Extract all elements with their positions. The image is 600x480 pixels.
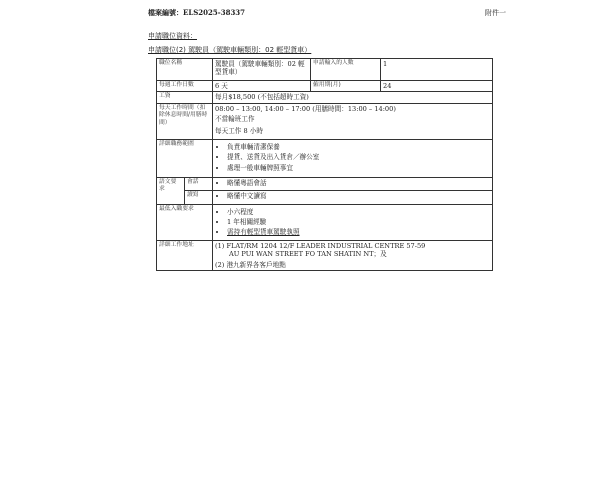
headcount-label: 申請輸入的人數: [311, 59, 381, 81]
address-label: 詳細工作地址: [157, 240, 213, 271]
workdays-value: 6 天: [213, 81, 311, 92]
shift-note: 不當輪班工作: [215, 115, 255, 124]
table-row: [157, 59, 493, 81]
table-row: [157, 81, 493, 92]
table-row: [157, 240, 493, 271]
duties-value: [213, 140, 493, 178]
hours-line: 08:00 – 13:00, 14:00 – 17:00 (用膳時間：13:00 – 14:00): [215, 105, 396, 114]
language-label: 語文要求: [157, 178, 185, 204]
document-page: [100, 0, 520, 480]
list-item: • 處理一般車輛牌照事宜: [227, 164, 490, 172]
min-requirements-label: 最低入職要求: [157, 204, 213, 240]
hours-value: [213, 104, 493, 140]
spoken-label: 會話: [185, 178, 213, 191]
address-line: AU PUI WAN STREET FO TAN SHATIN NT；及: [229, 249, 387, 258]
list-item: • 略懂中文讀寫: [227, 192, 490, 200]
hours-label: 每天工作時間（扣除休息時間/用膳時間）: [157, 104, 213, 140]
address-line: (1) FLAT/RM 1204 12/F LEADER INDUSTRIAL CENTRE 57-59: [215, 241, 426, 250]
written-value: [213, 191, 493, 204]
table-row: [157, 178, 493, 191]
list-item: • 1 年相關經驗: [227, 218, 490, 226]
headcount-value: 1: [381, 59, 493, 81]
daily-hours: 每天工作 8 小時: [215, 126, 263, 135]
position-title: 申請職位(2) 駕駛員（駕駛車輛類別：02 輕型貨車）: [148, 46, 312, 54]
attachment-label: 附件一: [485, 9, 506, 17]
list-item: • 需持有輕型貨車駕駛執照: [227, 228, 490, 236]
list-item: • 提貨、送貨及出入貨倉／辦公室: [227, 153, 490, 161]
written-label: 讀寫: [185, 191, 213, 204]
spoken-value: [213, 178, 493, 191]
table-row: [157, 204, 493, 240]
list-item: • 小六程度: [227, 208, 490, 216]
table-row: [157, 140, 493, 178]
table-row: [157, 104, 493, 140]
job-title-label: 職位名稱: [157, 59, 213, 81]
wage-label: 工資: [157, 92, 213, 104]
file-number: 檔案編號：ELS2025-38337: [148, 8, 246, 17]
list-item: • 略懂粵語會話: [227, 179, 490, 187]
job-details-table: [156, 58, 493, 271]
table-row: [157, 191, 493, 204]
job-title-value: 駕駛員（駕駛車輛類別：02 輕型貨車）: [213, 59, 311, 81]
wage-value: 每月$18,500 (不包括超時工資): [213, 92, 493, 104]
duties-label: 詳細職務範圍: [157, 140, 213, 178]
months-value: 24: [381, 81, 493, 92]
address-value: [213, 240, 493, 271]
min-requirements-value: [213, 204, 493, 240]
address-line: (2) 港九新界各客戶地點: [215, 261, 286, 270]
workdays-label: 每週工作日數: [157, 81, 213, 92]
table-row: [157, 92, 493, 104]
months-label: 僱用期(月): [311, 81, 381, 92]
section-title: 申請職位資料：: [148, 32, 197, 40]
list-item: • 負責車輛清潔保養: [227, 143, 490, 151]
